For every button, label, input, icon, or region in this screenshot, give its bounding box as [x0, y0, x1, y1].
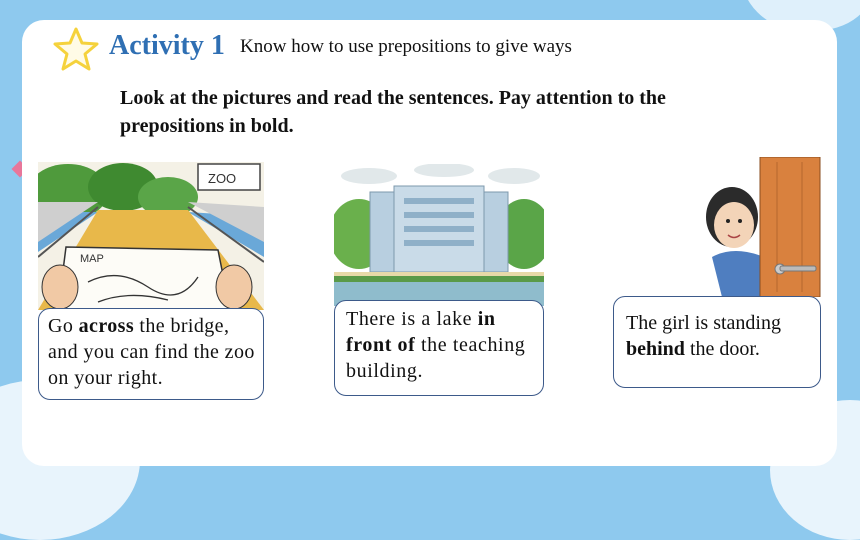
caption-1-text-b: the bridge, and you can find the zoo on your right. [48, 315, 255, 389]
activity-title: Activity 1 [109, 30, 225, 61]
caption-3-text-b: the door. [684, 338, 760, 360]
instruction-text: Look at the pictures and read the sentences. Pay attention to the prepositions in bold. [120, 87, 666, 137]
caption-1-preposition: across [78, 315, 135, 337]
bridge-map-illustration [38, 162, 264, 310]
caption-1 [48, 313, 258, 391]
star-icon [52, 26, 100, 72]
caption-3-preposition: behind [626, 338, 685, 360]
girl-door-illustration [702, 157, 822, 297]
activity-subtitle: Know how to use prepositions to give ways [240, 36, 572, 57]
caption-2-text-a: There is a lake [346, 308, 478, 330]
caption-3 [626, 310, 816, 362]
map-label-text: MAP [80, 253, 104, 265]
caption-2-preposition: in front of [346, 308, 496, 356]
caption-1-text-a: Go [48, 315, 79, 337]
caption-3-text-a: The girl is standing [626, 312, 781, 334]
caption-2 [346, 306, 538, 384]
caption-2-text-b: the teaching building. [346, 334, 526, 382]
zoo-sign-text: ZOO [208, 171, 237, 186]
teaching-building-illustration [334, 164, 544, 306]
